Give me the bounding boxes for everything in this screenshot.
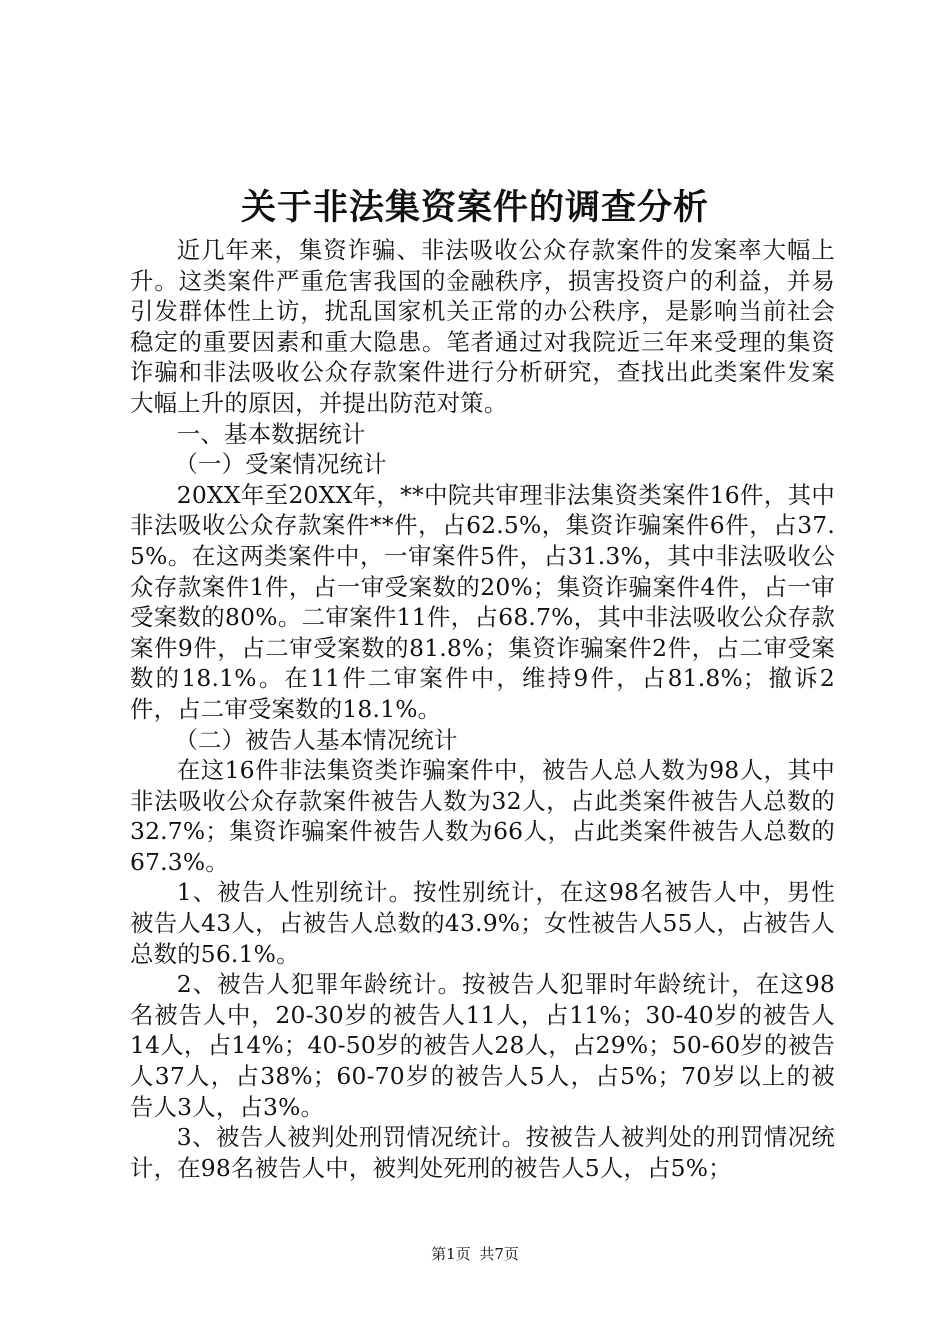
subsection-heading-defendant-statistics: （二）被告人基本情况统计 xyxy=(174,725,458,754)
subsection-heading-case-statistics: （一）受案情况统计 xyxy=(174,450,387,479)
document-body xyxy=(130,235,835,1183)
page-number: 第1页 xyxy=(431,1245,471,1263)
defendant-age-paragraph: 2、被告人犯罪年龄统计。按被告人犯罪时年龄统计，在这98名被告人中，20-30岁的被告人11人，占11%；30-40岁的被告人14人，占14%；40-50岁的被告人28人，占29%；50-60岁的被告人37人，占38%；60-70岁的被告人5人，占5%；70岁以上的被告人3人，占3%。 xyxy=(130,970,835,1121)
document-title: 关于非法集资案件的调查分析 xyxy=(240,187,709,228)
section-heading-basic-statistics: 一、基本数据统计 xyxy=(176,419,366,448)
intro-paragraph: 近几年来，集资诈骗、非法吸收公众存款案件的发案率大幅上升。这类案件严重危害我国的金融秩序，损害投资户的利益，并易引发群体性上访，扰乱国家机关正常的办公秩序，是影响当前社会稳定的重要因素和重大隐患。笔者通过对我院近三年来受理的集资诈骗和非法吸收公众存款案件进行分析研究，查找出此类案件发案大幅上升的原因，并提出防范对策。 xyxy=(130,236,835,417)
defendant-sentence-paragraph: 3、被告人被判处刑罚情况统计。按被告人被判处的刑罚情况统计，在98名被告人中，被判处死刑的被告人5人，占5%； xyxy=(130,1123,835,1182)
case-statistics-paragraph: 20XX年至20XX年，**中院共审理非法集资类案件16件，其中非法吸收公众存款案件**件，占62.5%，集资诈骗案件6件，占37.5%。在这两类案件中，一审案件5件，占31.3%，其中非法吸收公众存款案件1件，占一审受案数的20%；集资诈骗案件4件，占一审受案数的80%。二审案件11件，占68.7%，其中非法吸收公众存款案件9件，占二审受案数的81.8%；集资诈骗案件2件，占二审受案数的18.1%。在11件二审案件中，维持9件，占81.8%；撤诉2件，占二审受案数的18.1%。 xyxy=(130,480,835,723)
page-footer xyxy=(0,1244,950,1264)
page-total: 共7页 xyxy=(479,1245,519,1263)
defendant-gender-paragraph: 1、被告人性别统计。按性别统计，在这98名被告人中，男性被告人43人，占被告人总数的43.9%；女性被告人55人，占被告人总数的56.1%。 xyxy=(130,878,835,968)
defendant-total-paragraph: 在这16件非法集资类诈骗案件中，被告人总人数为98人，其中非法吸收公众存款案件被告人数为32人，占此类案件被告人总数的32.7%；集资诈骗案件被告人数为66人，占此类案件被告人总数的67.3%。 xyxy=(130,756,835,876)
